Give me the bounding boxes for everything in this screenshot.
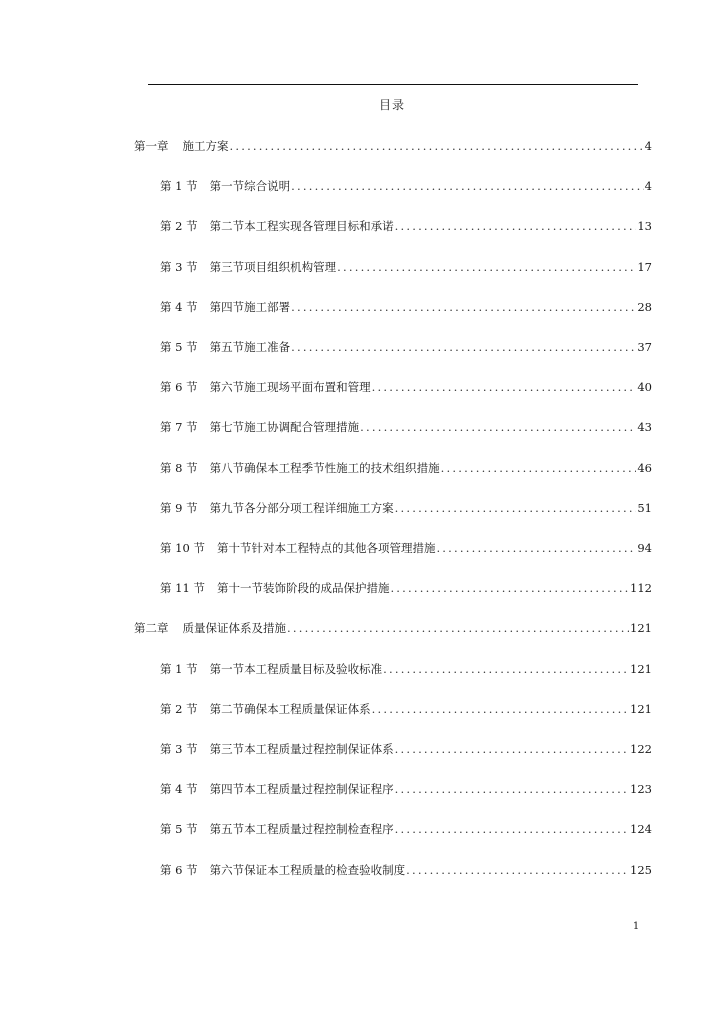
toc-entry-page: 37 (637, 340, 652, 354)
toc-section-entry[interactable] (160, 259, 652, 275)
toc-entry-label (160, 379, 371, 395)
toc-dot-leader (395, 781, 629, 797)
toc-entry-label (160, 580, 389, 596)
toc-dot-leader (337, 259, 636, 275)
toc-entry-page: 51 (637, 500, 652, 515)
toc-section-entry[interactable] (160, 661, 652, 677)
toc-dot-leader (390, 580, 629, 596)
toc-entry-page: 121 (630, 621, 652, 636)
toc-section-entry[interactable] (160, 379, 652, 395)
toc-entry-title: 第六节施工现场平面布置和管理 (209, 380, 371, 395)
toc-entry-page: 17 (637, 259, 652, 274)
toc-entry-number: 第 5 节 (160, 340, 198, 354)
toc-entry-page: 124 (630, 822, 652, 837)
toc-section-entry[interactable] (160, 178, 652, 194)
toc-chapter-entry[interactable] (134, 138, 652, 154)
toc-entry-number: 第二章 (134, 621, 169, 636)
toc-entry-number: 第 1 节 (160, 179, 198, 194)
toc-entry-page: 4 (644, 179, 652, 194)
toc-section-entry[interactable] (160, 580, 652, 596)
toc-dot-leader (436, 540, 636, 556)
toc-entry-title: 施工方案 (182, 139, 229, 153)
toc-section-entry[interactable] (160, 781, 652, 797)
toc-dot-leader (441, 460, 637, 476)
toc-entry-number: 第 4 节 (160, 782, 198, 797)
toc-entry-label (160, 419, 359, 435)
toc-entry-label (160, 259, 336, 275)
toc-entry-page: 121 (630, 701, 652, 716)
toc-dot-leader (383, 661, 629, 677)
toc-entry-title: 第五节本工程质量过程控制检查程序 (209, 822, 394, 837)
toc-dot-leader (372, 701, 629, 717)
toc-section-entry[interactable] (160, 339, 652, 355)
toc-entry-number: 第 6 节 (160, 380, 198, 395)
toc-entry-page: 4 (644, 139, 652, 153)
toc-dot-leader (360, 419, 636, 435)
toc-entry-page: 122 (630, 742, 652, 756)
toc-section-entry[interactable] (160, 821, 652, 837)
toc-entry-label (160, 460, 440, 476)
toc-section-entry[interactable] (160, 460, 652, 476)
toc-entry-label (160, 701, 371, 717)
toc-entry-title: 第十节针对本工程特点的其他各项管理措施 (216, 541, 436, 555)
toc-entry-title: 第八节确保本工程季节性施工的技术组织措施 (209, 460, 440, 475)
toc-dot-leader (395, 218, 637, 234)
toc-entry-label (160, 661, 382, 677)
toc-entry-page: 125 (630, 862, 652, 877)
toc-dot-leader (395, 741, 629, 757)
toc-entry-label (160, 540, 435, 556)
toc-entry-title: 第六节保证本工程质量的检查验收制度 (209, 862, 406, 877)
toc-dot-leader (230, 138, 644, 154)
toc-entry-number: 第 4 节 (160, 299, 198, 314)
toc-entry-page: 40 (637, 380, 652, 395)
toc-entry-title: 第一节本工程质量目标及验收标准 (209, 661, 383, 676)
toc-entry-label (134, 138, 229, 154)
toc-entry-number: 第 2 节 (160, 701, 198, 716)
toc-entry-number: 第 3 节 (160, 742, 198, 756)
toc-entry-label (134, 620, 286, 636)
toc-entry-number: 第一章 (134, 139, 169, 153)
toc-section-entry[interactable] (160, 218, 652, 234)
toc-dot-leader (291, 299, 636, 315)
toc-entry-page: 121 (630, 661, 652, 676)
toc-entry-number: 第 6 节 (160, 862, 198, 877)
toc-dot-leader (372, 379, 637, 395)
toc-entry-number: 第 3 节 (160, 259, 198, 274)
toc-entry-page: 43 (637, 420, 652, 435)
toc-entry-label (160, 178, 290, 194)
toc-entry-title: 第一节综合说明 (209, 179, 291, 194)
toc-section-entry[interactable] (160, 299, 652, 315)
toc-entry-number: 第 5 节 (160, 822, 198, 837)
toc-entry-title: 第九节各分部分项工程详细施工方案 (209, 500, 394, 515)
toc-entry-number: 第 10 节 (160, 541, 205, 555)
toc-section-entry[interactable] (160, 540, 652, 556)
toc-entry-number: 第 1 节 (160, 661, 198, 676)
toc-entry-page: 13 (637, 219, 652, 234)
toc-entry-label (160, 862, 405, 878)
toc-entry-label (160, 218, 394, 234)
toc-dot-leader (291, 339, 636, 355)
toc-entry-title: 第二节确保本工程质量保证体系 (209, 701, 371, 716)
toc-entry-title: 第十一节装饰阶段的成品保护措施 (216, 581, 390, 596)
toc-entry-number: 第 7 节 (160, 420, 198, 435)
page-number: 1 (632, 921, 640, 932)
toc-entry-page: 94 (637, 541, 652, 555)
toc-entry-label (160, 781, 394, 797)
toc-entry-number: 第 11 节 (160, 581, 205, 596)
toc-entry-title: 第三节项目组织机构管理 (209, 259, 337, 274)
toc-entry-page: 123 (630, 782, 652, 797)
toc-dot-leader (395, 500, 637, 516)
toc-dot-leader (406, 862, 629, 878)
toc-section-entry[interactable] (160, 741, 652, 757)
toc-section-entry[interactable] (160, 500, 652, 516)
toc-entry-title: 第四节本工程质量过程控制保证程序 (209, 782, 394, 797)
toc-chapter-entry[interactable] (134, 620, 652, 636)
toc-entry-number: 第 8 节 (160, 460, 198, 475)
toc-title: 目录 (378, 98, 405, 112)
toc-entry-page: 112 (630, 581, 652, 596)
toc-dot-leader (287, 620, 629, 636)
toc-entry-title: 第三节本工程质量过程控制保证体系 (209, 742, 394, 756)
toc-entry-label (160, 821, 394, 837)
toc-entry-title: 质量保证体系及措施 (182, 621, 286, 636)
toc-entry-title: 第五节施工准备 (209, 340, 291, 354)
toc-entry-label (160, 500, 394, 516)
toc-entry-number: 第 2 节 (160, 219, 198, 234)
toc-dot-leader (395, 821, 629, 837)
toc-entry-title: 第四节施工部署 (209, 299, 291, 314)
toc-entry-label (160, 741, 394, 757)
toc-entry-page: 46 (637, 460, 652, 475)
toc-section-entry[interactable] (160, 862, 652, 878)
toc-entry-page: 28 (637, 299, 652, 314)
toc-section-entry[interactable] (160, 701, 652, 717)
toc-dot-leader (291, 178, 644, 194)
toc-entry-title: 第七节施工协调配合管理措施 (209, 420, 360, 435)
toc-entry-label (160, 299, 290, 315)
toc-section-entry[interactable] (160, 419, 652, 435)
toc-entry-title: 第二节本工程实现各管理目标和承诺 (209, 219, 394, 234)
toc-entry-number: 第 9 节 (160, 500, 198, 515)
toc-entry-label (160, 339, 290, 355)
